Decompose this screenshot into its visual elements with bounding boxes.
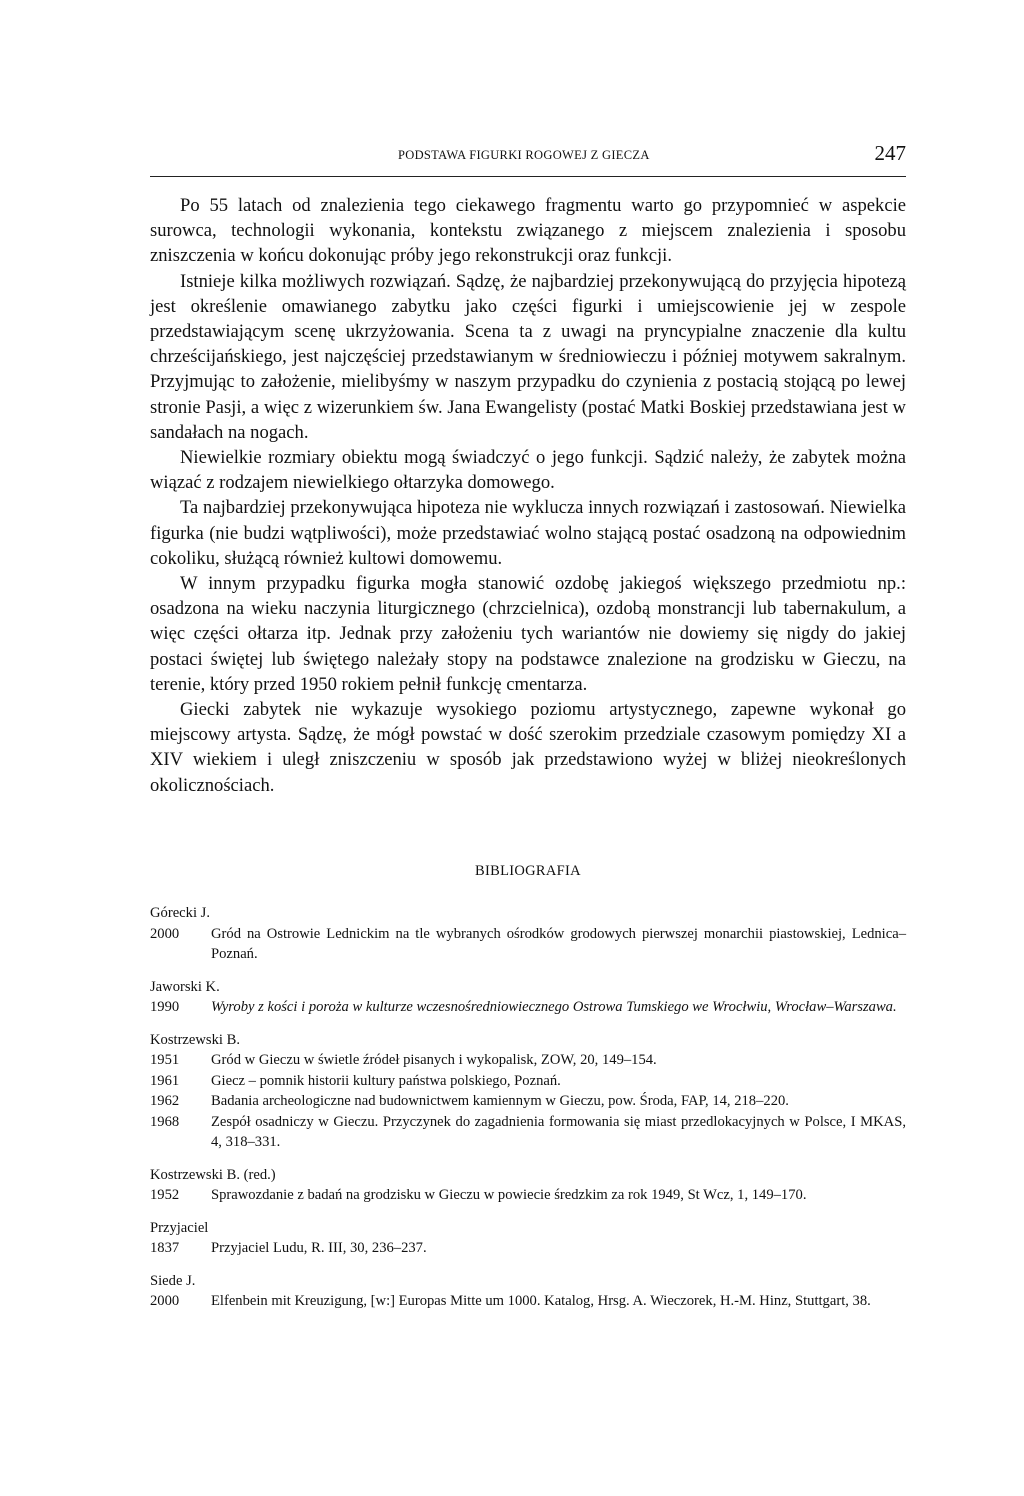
running-title: PODSTAWA FIGURKI ROGOWEJ Z GIECZA — [398, 148, 650, 162]
bibliography-author-group — [150, 977, 906, 1018]
entry-reference: Przyjaciel Ludu, R. III, 30, 236–237. — [211, 1240, 427, 1256]
entry-year: 1952 — [150, 1187, 180, 1203]
entry-reference: Elfenbein mit Kreuzigung, [w:] Europas Mitte um 1000. Katalog, Hrsg. A. Wieczorek, H.-M. Hinz, Stuttgart, 38. — [211, 1293, 871, 1309]
entry-year: 2000 — [150, 1293, 180, 1309]
entry-reference: Giecz – pomnik historii kultury państwa polskiego, Poznań. — [211, 1072, 561, 1089]
bibliography-author: Jaworski K. — [150, 978, 220, 995]
bibliography-author-group — [150, 1030, 906, 1153]
bibliography-entry — [150, 1238, 906, 1259]
bibliography-author-group — [150, 1165, 906, 1206]
paragraph: W innym przypadku figurka mogła stanowić ozdobę jakiegoś większego przedmiotu np.: osadzona na wieku naczynia liturgicznego (chrzcielnica), ozdobą monstrancji lub tabernakulum, a więc części ołtarza itp. Jednak przy założeniu tych wariantów nie dowiemy się nigdy do jakiej postaci świętej lub świętego należały stopy na podstawce znalezione na grodzisku w Gieczu, na terenie, który przed 1950 rokiem pełnił funkcję cmentarza. — [150, 573, 906, 695]
entry-year: 1951 — [150, 1052, 180, 1068]
page-number: 247 — [874, 141, 906, 165]
bibliography-author: Kostrzewski B. — [150, 1031, 240, 1048]
paragraph: Niewielkie rozmiary obiektu mogą świadczyć o jego funkcji. Sądzić należy, że zabytek można wiązać z rodzajem niewielkiego ołtarzyka domowego. — [150, 447, 906, 494]
bibliography-author: Siede J. — [150, 1272, 196, 1289]
paragraph: Giecki zabytek nie wykazuje wysokiego poziomu artystycznego, zapewne wykonał go miejscowy artysta. Sądzę, że mógł powstać w dość szerokim przedziale czasowym pomiędzy XI a XIV wiekiem i uległ zniszczeniu w sposób jak przedstawiono wyżej w bliżej nieokreślonych okolicznościach. — [150, 699, 906, 796]
entry-reference: Gród w Gieczu w świetle źródeł pisanych i wykopalisk, ZOW, 20, 149–154. — [211, 1052, 657, 1068]
bibliography-author-group — [150, 903, 906, 965]
bibliography-author-group — [150, 1271, 906, 1312]
entry-year: 2000 — [150, 925, 180, 942]
bibliography-entry — [150, 1185, 906, 1206]
entry-year: 1990 — [150, 999, 180, 1015]
entry-reference: Gród na Ostrowie Lednickim na tle wybranych ośrodków grodowych pierwszej monarchii piastowskiej, Lednica–Poznań. — [211, 925, 906, 962]
paragraph: Ta najbardziej przekonywująca hipoteza nie wyklucza innych rozwiązań i zastosowań. Niewielka figurka (nie budzi wątpliwości), może przedstawiać wolno stającą postać osadzoną na odpowiednim cokoliku, służącą również kultowi domowemu. — [150, 497, 906, 569]
entry-year: 1961 — [150, 1072, 180, 1089]
entry-reference: Sprawozdanie z badań na grodzisku w Gieczu w powiecie średzkim za rok 1949, St Wcz, 1, 149–170. — [211, 1187, 807, 1203]
paragraph: Istnieje kilka możliwych rozwiązań. Sądzę, że najbardziej przekonywującą do przyjęcia hipotezą jest określenie omawianego zabytku jako części figurki i umiejscowienie jej w zespole przedstawiającym scenę ukrzyżowania. Scena ta z uwagi na pryncypialne znaczenie dla kultu chrześcijańskiego, jest najczęściej przedstawianym w średniowieczu i później motywem sakralnym. Przyjmując to założenie, mielibyśmy w naszym przypadku do czynienia z postacią stojącą po lewej stronie Pasji, a więc z wizerunkiem św. Jana Ewangelisty (postać Matki Boskiej przedstawiana jest w sandałach na nogach. — [150, 270, 906, 443]
bibliography-author: Górecki J. — [150, 905, 210, 921]
bibliography-entry — [150, 997, 906, 1018]
bibliography-heading: BIBLIOGRAFIA — [475, 863, 581, 879]
bibliography-entry — [150, 924, 906, 965]
body-text — [150, 193, 906, 798]
bibliography-author: Przyjaciel — [150, 1219, 209, 1236]
entry-year: 1837 — [150, 1240, 180, 1256]
bibliography-author: Kostrzewski B. (red.) — [150, 1166, 276, 1183]
bibliography-entry — [150, 1291, 906, 1312]
bibliography-author-group — [150, 1218, 906, 1259]
entry-reference-text: Wyroby z kości i poroża w kulturze wczesnośredniowiecznego Ostrowa Tumskiego we Wrocłwiu, Wrocław–Warszawa. — [211, 999, 897, 1015]
bibliography-entry — [150, 1091, 906, 1112]
entry-reference: Badania archeologiczne nad budownictwem kamiennym w Gieczu, pow. Środa, FAP, 14, 218–220. — [211, 1093, 789, 1109]
running-head — [150, 140, 906, 177]
bibliography-entry — [150, 1112, 906, 1153]
entry-year: 1968 — [150, 1113, 180, 1130]
entry-reference: Zespół osadniczy w Gieczu. Przyczynek do zagadnienia formowania się miast przedlokacyjnych w Polsce, I MKAS, 4, 318–331. — [211, 1113, 906, 1150]
bibliography-list — [150, 903, 906, 1324]
entry-reference — [211, 997, 906, 1018]
entry-year: 1962 — [150, 1093, 180, 1109]
paragraph: Po 55 latach od znalezienia tego ciekawego fragmentu warto go przypomnieć w aspekcie surowca, technologii wykonania, kontekstu związanego z miejscem znalezienia i sposobu zniszczenia w końcu dokonując próby jego rekonstrukcji oraz funkcji. — [150, 195, 906, 267]
bibliography-entry — [150, 1050, 906, 1071]
bibliography-entry — [150, 1071, 906, 1092]
